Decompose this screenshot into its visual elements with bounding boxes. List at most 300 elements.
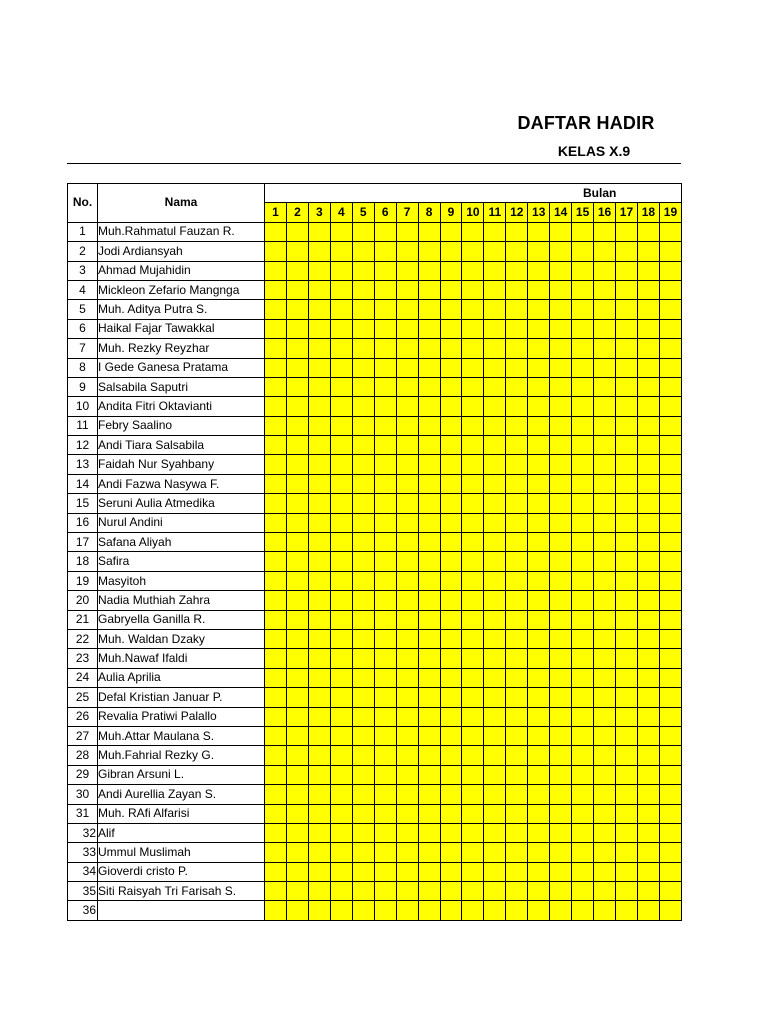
attendance-cell[interactable]	[265, 416, 287, 435]
attendance-cell[interactable]	[330, 843, 352, 862]
attendance-cell[interactable]	[330, 377, 352, 396]
attendance-cell[interactable]	[637, 591, 659, 610]
attendance-cell[interactable]	[506, 765, 528, 784]
attendance-cell[interactable]	[572, 591, 594, 610]
attendance-cell[interactable]	[330, 571, 352, 590]
attendance-cell[interactable]	[462, 300, 484, 319]
attendance-cell[interactable]	[572, 474, 594, 493]
attendance-cell[interactable]	[374, 882, 396, 901]
attendance-cell[interactable]	[637, 862, 659, 881]
attendance-cell[interactable]	[352, 242, 374, 261]
attendance-cell[interactable]	[352, 765, 374, 784]
attendance-cell[interactable]	[528, 280, 550, 299]
attendance-cell[interactable]	[550, 882, 572, 901]
attendance-cell[interactable]	[330, 668, 352, 687]
attendance-cell[interactable]	[659, 726, 681, 745]
attendance-cell[interactable]	[616, 765, 638, 784]
attendance-cell[interactable]	[637, 843, 659, 862]
attendance-cell[interactable]	[374, 533, 396, 552]
attendance-cell[interactable]	[637, 571, 659, 590]
attendance-cell[interactable]	[265, 513, 287, 532]
attendance-cell[interactable]	[352, 610, 374, 629]
attendance-cell[interactable]	[440, 746, 462, 765]
attendance-cell[interactable]	[594, 494, 616, 513]
attendance-cell[interactable]	[572, 377, 594, 396]
attendance-cell[interactable]	[374, 765, 396, 784]
attendance-cell[interactable]	[308, 785, 330, 804]
attendance-cell[interactable]	[462, 261, 484, 280]
attendance-cell[interactable]	[396, 242, 418, 261]
attendance-cell[interactable]	[352, 823, 374, 842]
attendance-cell[interactable]	[418, 571, 440, 590]
attendance-cell[interactable]	[418, 319, 440, 338]
attendance-cell[interactable]	[265, 261, 287, 280]
attendance-cell[interactable]	[265, 436, 287, 455]
attendance-cell[interactable]	[528, 416, 550, 435]
attendance-cell[interactable]	[550, 533, 572, 552]
attendance-cell[interactable]	[572, 649, 594, 668]
attendance-cell[interactable]	[418, 358, 440, 377]
attendance-cell[interactable]	[594, 261, 616, 280]
attendance-cell[interactable]	[396, 533, 418, 552]
attendance-cell[interactable]	[462, 474, 484, 493]
attendance-cell[interactable]	[286, 765, 308, 784]
attendance-cell[interactable]	[462, 823, 484, 842]
attendance-cell[interactable]	[440, 474, 462, 493]
attendance-cell[interactable]	[352, 377, 374, 396]
attendance-cell[interactable]	[594, 649, 616, 668]
attendance-cell[interactable]	[506, 804, 528, 823]
attendance-cell[interactable]	[637, 222, 659, 241]
attendance-cell[interactable]	[528, 377, 550, 396]
attendance-cell[interactable]	[616, 300, 638, 319]
attendance-cell[interactable]	[484, 843, 506, 862]
attendance-cell[interactable]	[418, 765, 440, 784]
attendance-cell[interactable]	[265, 668, 287, 687]
attendance-cell[interactable]	[484, 571, 506, 590]
attendance-cell[interactable]	[396, 629, 418, 648]
attendance-cell[interactable]	[440, 494, 462, 513]
attendance-cell[interactable]	[265, 746, 287, 765]
attendance-cell[interactable]	[594, 882, 616, 901]
attendance-cell[interactable]	[637, 261, 659, 280]
attendance-cell[interactable]	[550, 688, 572, 707]
attendance-cell[interactable]	[308, 242, 330, 261]
attendance-cell[interactable]	[286, 804, 308, 823]
attendance-cell[interactable]	[396, 668, 418, 687]
attendance-cell[interactable]	[550, 707, 572, 726]
attendance-cell[interactable]	[616, 436, 638, 455]
attendance-cell[interactable]	[440, 261, 462, 280]
attendance-cell[interactable]	[659, 455, 681, 474]
attendance-cell[interactable]	[659, 746, 681, 765]
attendance-cell[interactable]	[330, 726, 352, 745]
attendance-cell[interactable]	[572, 629, 594, 648]
attendance-cell[interactable]	[637, 280, 659, 299]
attendance-cell[interactable]	[594, 785, 616, 804]
attendance-cell[interactable]	[484, 746, 506, 765]
attendance-cell[interactable]	[352, 416, 374, 435]
attendance-cell[interactable]	[616, 823, 638, 842]
attendance-cell[interactable]	[418, 726, 440, 745]
attendance-cell[interactable]	[594, 474, 616, 493]
attendance-cell[interactable]	[418, 416, 440, 435]
attendance-cell[interactable]	[265, 280, 287, 299]
attendance-cell[interactable]	[528, 455, 550, 474]
attendance-cell[interactable]	[594, 688, 616, 707]
attendance-cell[interactable]	[440, 707, 462, 726]
attendance-cell[interactable]	[418, 591, 440, 610]
attendance-cell[interactable]	[330, 416, 352, 435]
attendance-cell[interactable]	[352, 533, 374, 552]
attendance-cell[interactable]	[594, 242, 616, 261]
attendance-cell[interactable]	[616, 377, 638, 396]
attendance-cell[interactable]	[374, 319, 396, 338]
attendance-cell[interactable]	[330, 746, 352, 765]
attendance-cell[interactable]	[616, 455, 638, 474]
attendance-cell[interactable]	[418, 222, 440, 241]
attendance-cell[interactable]	[440, 513, 462, 532]
attendance-cell[interactable]	[440, 416, 462, 435]
attendance-cell[interactable]	[572, 862, 594, 881]
attendance-cell[interactable]	[616, 494, 638, 513]
attendance-cell[interactable]	[550, 765, 572, 784]
attendance-cell[interactable]	[528, 746, 550, 765]
attendance-cell[interactable]	[286, 494, 308, 513]
attendance-cell[interactable]	[374, 629, 396, 648]
attendance-cell[interactable]	[594, 901, 616, 920]
attendance-cell[interactable]	[308, 397, 330, 416]
attendance-cell[interactable]	[286, 901, 308, 920]
attendance-cell[interactable]	[616, 591, 638, 610]
attendance-cell[interactable]	[637, 765, 659, 784]
attendance-cell[interactable]	[594, 765, 616, 784]
attendance-cell[interactable]	[528, 707, 550, 726]
attendance-cell[interactable]	[418, 707, 440, 726]
attendance-cell[interactable]	[484, 668, 506, 687]
attendance-cell[interactable]	[440, 280, 462, 299]
attendance-cell[interactable]	[418, 436, 440, 455]
attendance-cell[interactable]	[418, 785, 440, 804]
attendance-cell[interactable]	[616, 242, 638, 261]
attendance-cell[interactable]	[330, 823, 352, 842]
attendance-cell[interactable]	[572, 901, 594, 920]
attendance-cell[interactable]	[462, 416, 484, 435]
attendance-cell[interactable]	[550, 513, 572, 532]
attendance-cell[interactable]	[528, 765, 550, 784]
attendance-cell[interactable]	[440, 533, 462, 552]
attendance-cell[interactable]	[440, 804, 462, 823]
attendance-cell[interactable]	[418, 280, 440, 299]
attendance-cell[interactable]	[396, 707, 418, 726]
attendance-cell[interactable]	[550, 668, 572, 687]
attendance-cell[interactable]	[396, 862, 418, 881]
attendance-cell[interactable]	[374, 261, 396, 280]
attendance-cell[interactable]	[572, 319, 594, 338]
attendance-cell[interactable]	[462, 901, 484, 920]
attendance-cell[interactable]	[374, 571, 396, 590]
attendance-cell[interactable]	[506, 649, 528, 668]
attendance-cell[interactable]	[462, 629, 484, 648]
attendance-cell[interactable]	[659, 261, 681, 280]
attendance-cell[interactable]	[637, 901, 659, 920]
attendance-cell[interactable]	[506, 533, 528, 552]
attendance-cell[interactable]	[352, 629, 374, 648]
attendance-cell[interactable]	[616, 707, 638, 726]
attendance-cell[interactable]	[484, 339, 506, 358]
attendance-cell[interactable]	[637, 882, 659, 901]
attendance-cell[interactable]	[528, 222, 550, 241]
attendance-cell[interactable]	[352, 319, 374, 338]
attendance-cell[interactable]	[659, 552, 681, 571]
attendance-cell[interactable]	[659, 494, 681, 513]
attendance-cell[interactable]	[396, 823, 418, 842]
attendance-cell[interactable]	[528, 242, 550, 261]
attendance-cell[interactable]	[594, 455, 616, 474]
attendance-cell[interactable]	[330, 765, 352, 784]
attendance-cell[interactable]	[528, 513, 550, 532]
attendance-cell[interactable]	[440, 358, 462, 377]
attendance-cell[interactable]	[265, 882, 287, 901]
attendance-cell[interactable]	[352, 513, 374, 532]
attendance-cell[interactable]	[616, 901, 638, 920]
attendance-cell[interactable]	[484, 319, 506, 338]
attendance-cell[interactable]	[308, 222, 330, 241]
attendance-cell[interactable]	[550, 591, 572, 610]
attendance-cell[interactable]	[308, 416, 330, 435]
attendance-cell[interactable]	[528, 339, 550, 358]
attendance-cell[interactable]	[528, 901, 550, 920]
attendance-cell[interactable]	[418, 552, 440, 571]
attendance-cell[interactable]	[330, 533, 352, 552]
attendance-cell[interactable]	[308, 591, 330, 610]
attendance-cell[interactable]	[286, 339, 308, 358]
attendance-cell[interactable]	[637, 610, 659, 629]
attendance-cell[interactable]	[308, 649, 330, 668]
attendance-cell[interactable]	[506, 707, 528, 726]
attendance-cell[interactable]	[550, 339, 572, 358]
attendance-cell[interactable]	[659, 804, 681, 823]
attendance-cell[interactable]	[506, 358, 528, 377]
attendance-cell[interactable]	[330, 494, 352, 513]
attendance-cell[interactable]	[659, 843, 681, 862]
attendance-cell[interactable]	[528, 843, 550, 862]
attendance-cell[interactable]	[418, 494, 440, 513]
attendance-cell[interactable]	[659, 668, 681, 687]
attendance-cell[interactable]	[528, 261, 550, 280]
attendance-cell[interactable]	[374, 804, 396, 823]
attendance-cell[interactable]	[440, 765, 462, 784]
attendance-cell[interactable]	[616, 571, 638, 590]
attendance-cell[interactable]	[506, 300, 528, 319]
attendance-cell[interactable]	[572, 455, 594, 474]
attendance-cell[interactable]	[462, 688, 484, 707]
attendance-cell[interactable]	[308, 707, 330, 726]
attendance-cell[interactable]	[265, 242, 287, 261]
attendance-cell[interactable]	[528, 533, 550, 552]
attendance-cell[interactable]	[396, 882, 418, 901]
attendance-cell[interactable]	[462, 533, 484, 552]
attendance-cell[interactable]	[528, 571, 550, 590]
attendance-cell[interactable]	[572, 436, 594, 455]
attendance-cell[interactable]	[637, 726, 659, 745]
attendance-cell[interactable]	[484, 358, 506, 377]
attendance-cell[interactable]	[440, 319, 462, 338]
attendance-cell[interactable]	[528, 823, 550, 842]
attendance-cell[interactable]	[308, 474, 330, 493]
attendance-cell[interactable]	[330, 358, 352, 377]
attendance-cell[interactable]	[659, 765, 681, 784]
attendance-cell[interactable]	[637, 339, 659, 358]
attendance-cell[interactable]	[572, 571, 594, 590]
attendance-cell[interactable]	[374, 513, 396, 532]
attendance-cell[interactable]	[462, 726, 484, 745]
attendance-cell[interactable]	[659, 358, 681, 377]
attendance-cell[interactable]	[528, 785, 550, 804]
attendance-cell[interactable]	[440, 785, 462, 804]
attendance-cell[interactable]	[352, 358, 374, 377]
attendance-cell[interactable]	[637, 377, 659, 396]
attendance-cell[interactable]	[330, 610, 352, 629]
attendance-cell[interactable]	[550, 785, 572, 804]
attendance-cell[interactable]	[462, 552, 484, 571]
attendance-cell[interactable]	[462, 804, 484, 823]
attendance-cell[interactable]	[637, 785, 659, 804]
attendance-cell[interactable]	[374, 688, 396, 707]
attendance-cell[interactable]	[506, 397, 528, 416]
attendance-cell[interactable]	[572, 280, 594, 299]
attendance-cell[interactable]	[352, 668, 374, 687]
attendance-cell[interactable]	[550, 436, 572, 455]
attendance-cell[interactable]	[352, 901, 374, 920]
attendance-cell[interactable]	[374, 242, 396, 261]
attendance-cell[interactable]	[352, 882, 374, 901]
attendance-cell[interactable]	[352, 649, 374, 668]
attendance-cell[interactable]	[265, 494, 287, 513]
attendance-cell[interactable]	[396, 300, 418, 319]
attendance-cell[interactable]	[484, 513, 506, 532]
attendance-cell[interactable]	[528, 494, 550, 513]
attendance-cell[interactable]	[352, 474, 374, 493]
attendance-cell[interactable]	[637, 823, 659, 842]
attendance-cell[interactable]	[506, 571, 528, 590]
attendance-cell[interactable]	[484, 765, 506, 784]
attendance-cell[interactable]	[440, 843, 462, 862]
attendance-cell[interactable]	[308, 610, 330, 629]
attendance-cell[interactable]	[637, 397, 659, 416]
attendance-cell[interactable]	[506, 591, 528, 610]
attendance-cell[interactable]	[550, 261, 572, 280]
attendance-cell[interactable]	[616, 649, 638, 668]
attendance-cell[interactable]	[637, 668, 659, 687]
attendance-cell[interactable]	[418, 300, 440, 319]
attendance-cell[interactable]	[572, 339, 594, 358]
attendance-cell[interactable]	[418, 261, 440, 280]
attendance-cell[interactable]	[550, 726, 572, 745]
attendance-cell[interactable]	[506, 377, 528, 396]
attendance-cell[interactable]	[440, 397, 462, 416]
attendance-cell[interactable]	[418, 242, 440, 261]
attendance-cell[interactable]	[637, 455, 659, 474]
attendance-cell[interactable]	[462, 377, 484, 396]
attendance-cell[interactable]	[330, 707, 352, 726]
attendance-cell[interactable]	[528, 358, 550, 377]
attendance-cell[interactable]	[286, 377, 308, 396]
attendance-cell[interactable]	[286, 280, 308, 299]
attendance-cell[interactable]	[572, 804, 594, 823]
attendance-cell[interactable]	[330, 397, 352, 416]
attendance-cell[interactable]	[308, 629, 330, 648]
attendance-cell[interactable]	[352, 688, 374, 707]
attendance-cell[interactable]	[286, 649, 308, 668]
attendance-cell[interactable]	[462, 649, 484, 668]
attendance-cell[interactable]	[286, 319, 308, 338]
attendance-cell[interactable]	[330, 280, 352, 299]
attendance-cell[interactable]	[659, 882, 681, 901]
attendance-cell[interactable]	[265, 474, 287, 493]
attendance-cell[interactable]	[484, 688, 506, 707]
attendance-cell[interactable]	[374, 222, 396, 241]
attendance-cell[interactable]	[528, 629, 550, 648]
attendance-cell[interactable]	[374, 726, 396, 745]
attendance-cell[interactable]	[352, 707, 374, 726]
attendance-cell[interactable]	[484, 804, 506, 823]
attendance-cell[interactable]	[286, 397, 308, 416]
attendance-cell[interactable]	[462, 591, 484, 610]
attendance-cell[interactable]	[659, 688, 681, 707]
attendance-cell[interactable]	[637, 319, 659, 338]
attendance-cell[interactable]	[506, 746, 528, 765]
attendance-cell[interactable]	[286, 436, 308, 455]
attendance-cell[interactable]	[265, 339, 287, 358]
attendance-cell[interactable]	[374, 901, 396, 920]
attendance-cell[interactable]	[396, 494, 418, 513]
attendance-cell[interactable]	[572, 823, 594, 842]
attendance-cell[interactable]	[265, 358, 287, 377]
attendance-cell[interactable]	[374, 746, 396, 765]
attendance-cell[interactable]	[506, 222, 528, 241]
attendance-cell[interactable]	[484, 862, 506, 881]
attendance-cell[interactable]	[594, 746, 616, 765]
attendance-cell[interactable]	[594, 280, 616, 299]
attendance-cell[interactable]	[462, 610, 484, 629]
attendance-cell[interactable]	[484, 533, 506, 552]
attendance-cell[interactable]	[637, 629, 659, 648]
attendance-cell[interactable]	[484, 823, 506, 842]
attendance-cell[interactable]	[616, 726, 638, 745]
attendance-cell[interactable]	[396, 339, 418, 358]
attendance-cell[interactable]	[308, 862, 330, 881]
attendance-cell[interactable]	[484, 707, 506, 726]
attendance-cell[interactable]	[352, 785, 374, 804]
attendance-cell[interactable]	[637, 474, 659, 493]
attendance-cell[interactable]	[506, 242, 528, 261]
attendance-cell[interactable]	[506, 882, 528, 901]
attendance-cell[interactable]	[550, 280, 572, 299]
attendance-cell[interactable]	[352, 300, 374, 319]
attendance-cell[interactable]	[418, 804, 440, 823]
attendance-cell[interactable]	[484, 591, 506, 610]
attendance-cell[interactable]	[550, 494, 572, 513]
attendance-cell[interactable]	[418, 533, 440, 552]
attendance-cell[interactable]	[594, 222, 616, 241]
attendance-cell[interactable]	[659, 319, 681, 338]
attendance-cell[interactable]	[550, 358, 572, 377]
attendance-cell[interactable]	[659, 242, 681, 261]
attendance-cell[interactable]	[616, 804, 638, 823]
attendance-cell[interactable]	[594, 377, 616, 396]
attendance-cell[interactable]	[308, 765, 330, 784]
